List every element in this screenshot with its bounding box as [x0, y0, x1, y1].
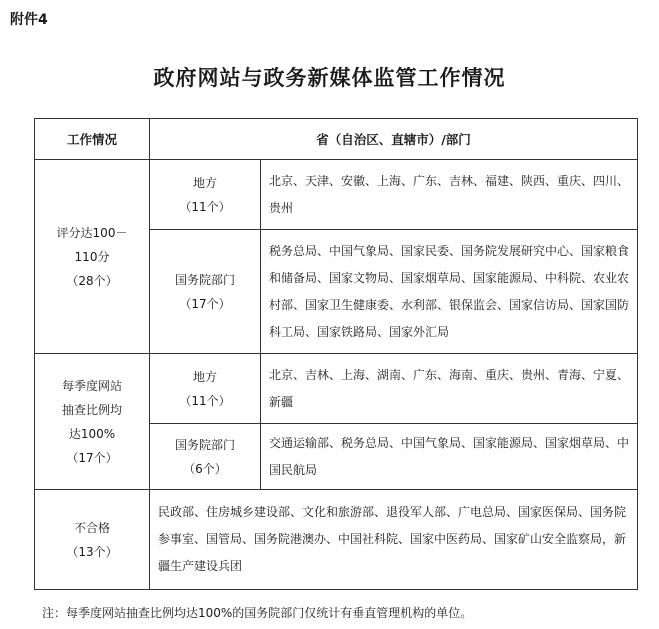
- group-label-score: [35, 160, 150, 354]
- group-count: （17个）: [66, 450, 118, 465]
- row-items: 北京、天津、安徽、上海、广东、吉林、福建、陕西、重庆、四川、贵州: [261, 160, 638, 230]
- group-label-line: 不合格: [73, 520, 110, 535]
- group-count: （13个）: [66, 544, 118, 559]
- group-count: （28个）: [66, 273, 118, 288]
- row-type-cell: [150, 160, 261, 230]
- row-type: 国务院部门: [174, 272, 235, 287]
- row-type: 地方: [192, 175, 217, 190]
- group-label-line: 抽查比例均: [61, 402, 122, 417]
- group-label-line: 每季度网站: [61, 378, 122, 393]
- group-label-line: 达100%: [68, 426, 116, 441]
- table-header-row: [35, 119, 638, 160]
- group-label-line: 评分达100－: [56, 225, 128, 240]
- row-count: （6个）: [183, 461, 227, 476]
- row-type-cell: [150, 354, 261, 424]
- group-label-line: 110分: [74, 249, 110, 264]
- row-count: （17个）: [179, 296, 231, 311]
- row-type-cell: [150, 424, 261, 490]
- page-title: 政府网站与政务新媒体监管工作情况: [153, 65, 506, 90]
- header-work-status: 工作情况: [35, 119, 150, 160]
- footnote: 注：每季度网站抽查比例均达100%的国务院部门仅统计有垂直管理机构的单位。: [42, 606, 473, 620]
- header-province-department: 省（自治区、直辖市）/部门: [150, 119, 638, 160]
- group-label-sampling: [35, 354, 150, 490]
- row-type-cell: [150, 230, 261, 354]
- row-count: （11个）: [179, 393, 231, 408]
- table-row: [35, 354, 638, 424]
- table-row: [35, 490, 638, 590]
- row-items: 交通运输部、税务总局、中国气象局、国家能源局、国家烟草局、中国民航局: [261, 424, 638, 490]
- fail-items: 民政部、住房城乡建设部、文化和旅游部、退役军人部、广电总局、国家医保局、国务院参事室、国管局、国务院港澳办、中国社科院、国家中医药局、国家矿山安全监察局，新疆生产建设兵团: [150, 490, 638, 590]
- row-type: 国务院部门: [174, 437, 235, 452]
- supervision-table: [34, 118, 638, 590]
- group-label-fail: [35, 490, 150, 590]
- row-items: 北京、吉林、上海、湖南、广东、海南、重庆、贵州、青海、宁夏、新疆: [261, 354, 638, 424]
- row-items: 税务总局、中国气象局、国家民委、国务院发展研究中心、国家粮食和储备局、国家文物局、国家烟草局、国家能源局、中科院、农业农村部、国家卫生健康委、水利部、银保监会、国家信访局、国家国防科工局、国家铁路局、国家外汇局: [261, 230, 638, 354]
- table-row: [35, 160, 638, 230]
- annex-label: 附件4: [10, 12, 48, 28]
- row-type: 地方: [192, 369, 217, 384]
- row-count: （11个）: [179, 199, 231, 214]
